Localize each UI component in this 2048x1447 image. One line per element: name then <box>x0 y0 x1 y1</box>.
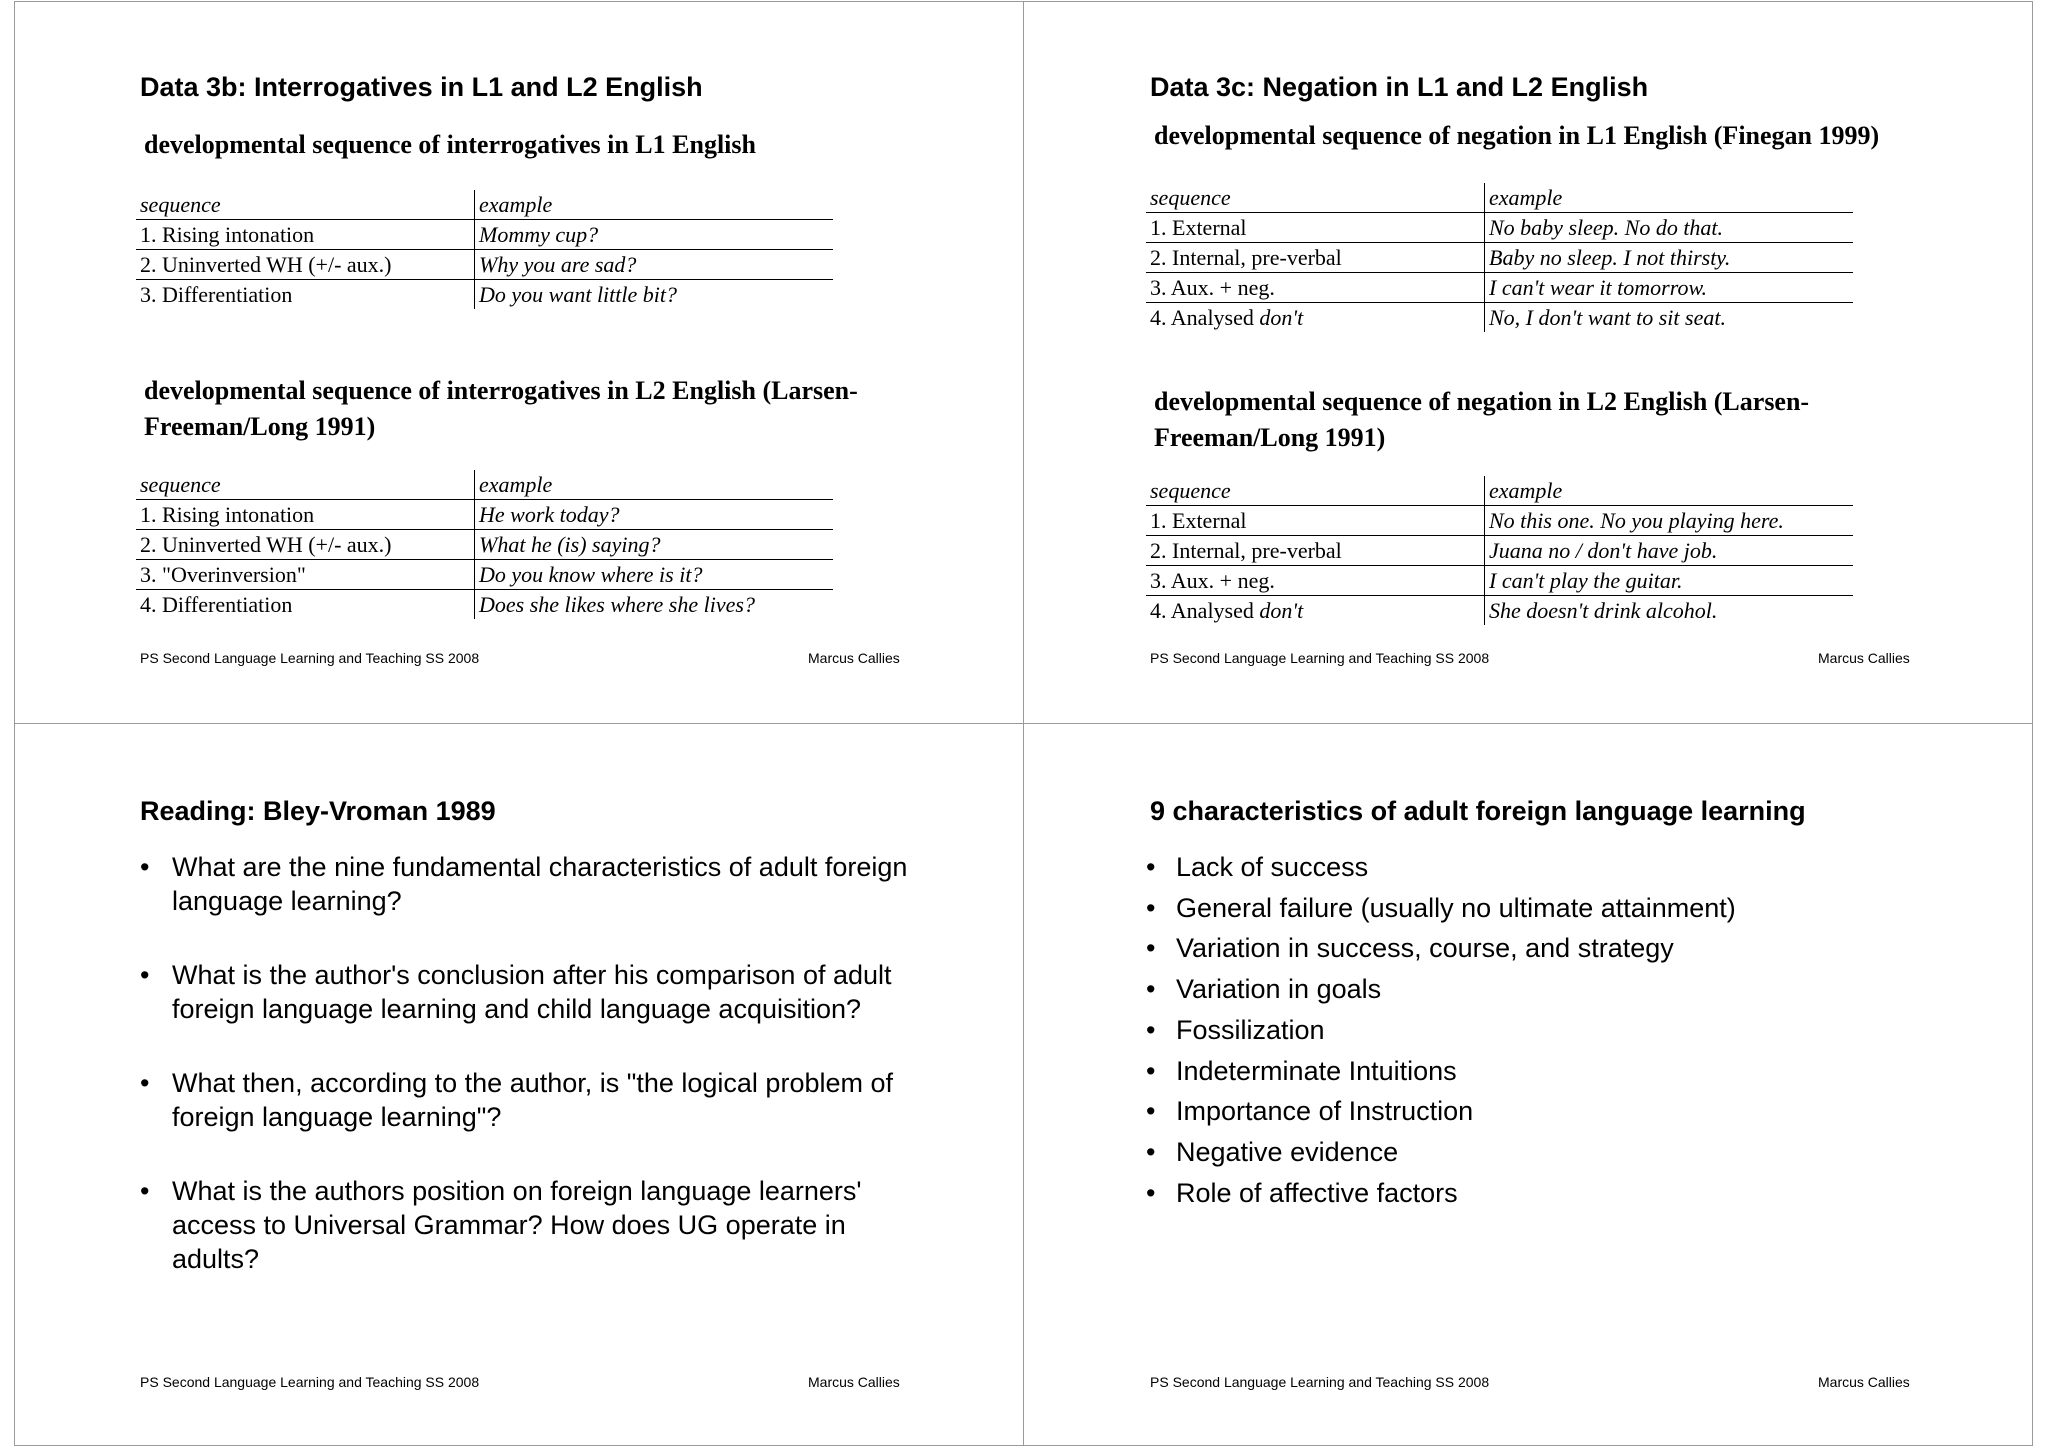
list-item: • Role of affective factors <box>1150 1173 1736 1214</box>
list-item: • Negative evidence <box>1150 1132 1736 1173</box>
sequence-cell: 1. External <box>1146 506 1485 536</box>
list-item: • What is the author's conclusion after his comparison of adult foreign language learning and child language acquisition? <box>140 960 892 1024</box>
bullet-icon: • <box>1146 1014 1156 1045</box>
sequence-cell: 1. Rising intonation <box>136 500 475 530</box>
table-caption: developmental sequence of negation in L1 English (Finegan 1999) <box>1154 121 1880 150</box>
sequence-cell: 2. Internal, pre-verbal <box>1146 243 1485 273</box>
example-cell: Do you know where is it? <box>475 560 834 590</box>
sequence-cell: 1. External <box>1146 213 1485 243</box>
table-row <box>1146 213 1853 243</box>
table-row <box>1146 303 1853 333</box>
sequence-cell: 1. Rising intonation <box>136 220 475 250</box>
bullet-icon: • <box>1146 1096 1156 1127</box>
l2-interrogatives-table <box>136 470 833 619</box>
example-cell: No baby sleep. No do that. <box>1485 213 1854 243</box>
footer-author: Marcus Callies <box>808 1374 900 1390</box>
footer-course: PS Second Language Learning and Teaching SS 2008 <box>1150 1374 1490 1390</box>
list-item: • Variation in success, course, and strategy <box>1150 928 1736 969</box>
slide-title: Reading: Bley-Vroman 1989 <box>140 796 496 826</box>
column-header-sequence: sequence <box>1146 183 1485 213</box>
slide-characteristics <box>1146 724 2048 1424</box>
bullet-icon: • <box>140 1068 150 1098</box>
column-header-sequence: sequence <box>136 470 475 500</box>
table-row <box>136 220 833 250</box>
table-row <box>136 560 833 590</box>
slide-title: Data 3c: Negation in L1 and L2 English <box>1150 72 1649 102</box>
footer-author: Marcus Callies <box>1818 650 1910 666</box>
table-row <box>1146 506 1853 536</box>
example-cell: I can't wear it tomorrow. <box>1485 273 1854 303</box>
sequence-cell: 4. Differentiation <box>136 590 475 620</box>
sequence-cell: 2. Uninverted WH (+/- aux.) <box>136 530 475 560</box>
example-cell: Baby no sleep. I not thirsty. <box>1485 243 1854 273</box>
table-row <box>136 280 833 310</box>
table-row <box>1146 273 1853 303</box>
bullet-icon: • <box>140 1176 150 1206</box>
example-cell: I can't play the guitar. <box>1485 566 1854 596</box>
table-row <box>1146 566 1853 596</box>
slide-interrogatives <box>140 0 1140 700</box>
list-item: • What are the nine fundamental characteristics of adult foreign language learning? <box>140 852 908 916</box>
table-row <box>1146 536 1853 566</box>
sequence-cell: 3. Differentiation <box>136 280 475 310</box>
table-caption: developmental sequence of negation in L2 English (Larsen-Freeman/Long 1991) <box>1154 387 1810 452</box>
column-header-example: example <box>1485 183 1854 213</box>
example-cell: She doesn't drink alcohol. <box>1489 598 1718 623</box>
list-item: • Lack of success <box>1150 847 1736 888</box>
table-caption: developmental sequence of interrogatives in L1 English <box>144 130 756 159</box>
characteristics-list <box>1146 847 1736 1213</box>
list-item: • Fossilization <box>1150 1010 1736 1051</box>
column-header-example: example <box>1485 476 1854 506</box>
column-header-sequence: sequence <box>1146 476 1485 506</box>
slide-title: Data 3b: Interrogatives in L1 and L2 English <box>140 72 703 102</box>
example-cell: Does she likes where she lives? <box>479 592 755 617</box>
list-item: • What then, according to the author, is "the logical problem of foreign language learning"? <box>140 1068 893 1132</box>
bullet-icon: • <box>1146 892 1156 923</box>
sequence-cell: 3. Aux. + neg. <box>1146 566 1485 596</box>
slide-title: 9 characteristics of adult foreign language learning <box>1150 796 1806 826</box>
example-cell: What he (is) saying? <box>475 530 834 560</box>
footer-course: PS Second Language Learning and Teaching SS 2008 <box>140 650 480 666</box>
example-cell: Why you are sad? <box>475 250 834 280</box>
footer-course: PS Second Language Learning and Teaching SS 2008 <box>1150 650 1490 666</box>
slide-reading <box>140 724 1140 1424</box>
example-cell: He work today? <box>475 500 834 530</box>
list-item: • What is the authors position on foreign language learners' access to Universal Grammar? How does UG operate in adults? <box>140 1176 862 1274</box>
example-cell: Do you want little bit? <box>479 282 677 307</box>
bullet-icon: • <box>1146 974 1156 1005</box>
sequence-cell: 2. Internal, pre-verbal <box>1146 536 1485 566</box>
table-row <box>136 530 833 560</box>
sequence-cell: 4. Analysed don't <box>1146 303 1485 333</box>
bullet-icon: • <box>1146 933 1156 964</box>
l1-negation-table <box>1146 183 1853 332</box>
table-row <box>136 500 833 530</box>
list-item: • Importance of Instruction <box>1150 1091 1736 1132</box>
bullet-icon: • <box>140 960 150 990</box>
l1-interrogatives-table <box>136 190 833 309</box>
example-cell: No this one. No you playing here. <box>1485 506 1854 536</box>
bullet-icon: • <box>140 852 150 882</box>
table-row <box>1146 596 1853 626</box>
example-cell: No, I don't want to sit seat. <box>1489 305 1726 330</box>
list-item: • Indeterminate Intuitions <box>1150 1051 1736 1092</box>
bullet-icon: • <box>1146 1055 1156 1086</box>
footer-author: Marcus Callies <box>1818 1374 1910 1390</box>
bullet-icon: • <box>1146 852 1156 882</box>
column-header-sequence: sequence <box>136 190 475 220</box>
slide-negation <box>1150 0 2048 700</box>
sequence-cell: 3. Aux. + neg. <box>1146 273 1485 303</box>
example-cell: Juana no / don't have job. <box>1485 536 1854 566</box>
table-row <box>136 590 833 620</box>
table-row <box>1146 243 1853 273</box>
list-item: • Variation in goals <box>1150 969 1736 1010</box>
footer-course: PS Second Language Learning and Teaching SS 2008 <box>140 1374 480 1390</box>
sequence-cell: 3. "Overinversion" <box>136 560 475 590</box>
sequence-cell: 2. Uninverted WH (+/- aux.) <box>136 250 475 280</box>
list-item: • General failure (usually no ultimate attainment) <box>1150 888 1736 929</box>
table-caption: developmental sequence of interrogatives in L2 English (Larsen-Freeman/Long 1991) <box>144 376 858 441</box>
bullet-icon: • <box>1146 1136 1156 1167</box>
column-header-example: example <box>475 190 834 220</box>
example-cell: Mommy cup? <box>475 220 834 250</box>
footer-author: Marcus Callies <box>808 650 900 666</box>
table-row <box>136 250 833 280</box>
column-header-example: example <box>475 470 834 500</box>
l2-negation-table <box>1146 476 1853 625</box>
sequence-cell: 4. Analysed don't <box>1146 596 1485 626</box>
bullet-icon: • <box>1146 1177 1156 1208</box>
question-list <box>140 850 912 1316</box>
